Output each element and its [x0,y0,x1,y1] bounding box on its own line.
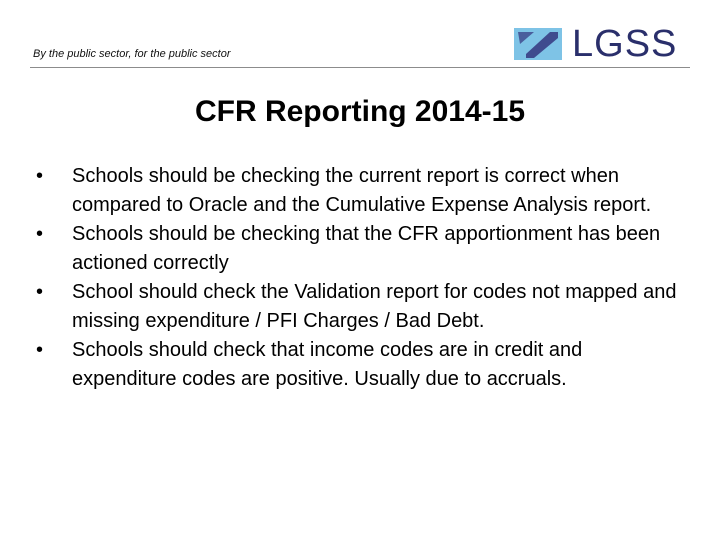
bullet-text: Schools should check that income codes are in credit and expenditure codes are positive. Usually due to accruals. [72,339,583,390]
lgss-logo [512,24,677,64]
bullet-item [30,162,690,220]
bullet-item [30,220,690,278]
bullet-icon: • [36,281,44,303]
bullet-item [30,278,690,336]
lgss-logo-wordmark: LGSS [572,23,678,65]
bullet-icon: • [36,339,44,361]
bullet-item [30,336,690,394]
tagline: By the public sector, for the public sector [33,48,231,60]
bullet-text: Schools should be checking that the CFR apportionment has been actioned correctly [72,223,661,274]
bullet-icon: • [36,165,44,187]
bullet-text: School should check the Validation report for codes not mapped and missing expenditure / PFI Charges / Bad Debt. [72,281,677,332]
bullet-text: Schools should be checking the current report is correct when compared to Oracle and the Cumulative Expense Analysis report. [72,165,652,216]
bullet-list [30,162,690,394]
bullet-icon: • [36,223,44,245]
slide-title: CFR Reporting 2014-15 [194,95,526,128]
lgss-logo-mark-icon [512,24,568,64]
header-divider [30,67,690,68]
